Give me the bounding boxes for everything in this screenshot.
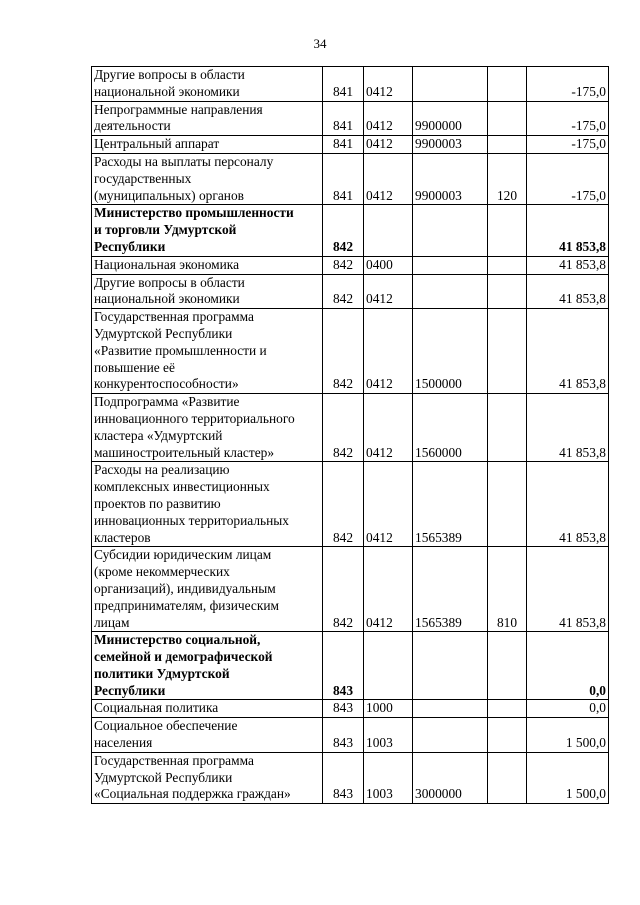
row-section-cell: 0412 xyxy=(364,153,413,204)
row-sum-cell: 41 853,8 xyxy=(527,274,609,309)
row-name-cell: Социальная политика xyxy=(92,700,323,718)
row-code-cell: 841 xyxy=(323,136,364,154)
row-code-cell: 843 xyxy=(323,700,364,718)
row-code-cell: 842 xyxy=(323,205,364,256)
row-target-cell: 1565389 xyxy=(413,462,488,547)
row-section-cell: 0412 xyxy=(364,394,413,462)
row-section-cell xyxy=(364,632,413,700)
table-row xyxy=(92,136,609,154)
row-code-cell: 842 xyxy=(323,547,364,632)
row-target-cell: 1560000 xyxy=(413,394,488,462)
table-row xyxy=(92,274,609,309)
table-row xyxy=(92,205,609,256)
row-target-cell: 9900003 xyxy=(413,136,488,154)
row-name-cell: Государственная программа Удмуртской Республики «Развитие промышленности и повышение её конкурентоспособности» xyxy=(92,309,323,394)
row-name-cell: Другие вопросы в области национальной экономики xyxy=(92,274,323,309)
row-target-cell xyxy=(413,274,488,309)
row-expense-type-cell xyxy=(488,205,527,256)
table-row xyxy=(92,752,609,803)
table-row xyxy=(92,632,609,700)
row-target-cell: 9900000 xyxy=(413,101,488,136)
row-section-cell: 0400 xyxy=(364,256,413,274)
table-row xyxy=(92,394,609,462)
table-row xyxy=(92,153,609,204)
row-expense-type-cell xyxy=(488,700,527,718)
row-code-cell: 842 xyxy=(323,256,364,274)
row-expense-type-cell: 810 xyxy=(488,547,527,632)
row-name-cell: Государственная программа Удмуртской Республики «Социальная поддержка граждан» xyxy=(92,752,323,803)
row-expense-type-cell: 120 xyxy=(488,153,527,204)
row-expense-type-cell xyxy=(488,136,527,154)
row-target-cell xyxy=(413,256,488,274)
row-expense-type-cell xyxy=(488,101,527,136)
row-sum-cell: 0,0 xyxy=(527,700,609,718)
row-name-cell: Непрограммные направления деятельности xyxy=(92,101,323,136)
row-expense-type-cell xyxy=(488,462,527,547)
row-name-cell: Центральный аппарат xyxy=(92,136,323,154)
row-code-cell: 842 xyxy=(323,462,364,547)
row-name-cell: Министерство социальной, семейной и демографической политики Удмуртской Республики xyxy=(92,632,323,700)
row-code-cell: 841 xyxy=(323,67,364,102)
row-sum-cell: 41 853,8 xyxy=(527,462,609,547)
row-expense-type-cell xyxy=(488,718,527,753)
row-section-cell: 0412 xyxy=(364,309,413,394)
row-sum-cell: 1 500,0 xyxy=(527,718,609,753)
row-expense-type-cell xyxy=(488,67,527,102)
row-name-cell: Расходы на выплаты персоналу государственных (муниципальных) органов xyxy=(92,153,323,204)
row-code-cell: 841 xyxy=(323,101,364,136)
row-target-cell: 9900003 xyxy=(413,153,488,204)
row-expense-type-cell xyxy=(488,394,527,462)
row-section-cell: 0412 xyxy=(364,101,413,136)
budget-table-body xyxy=(92,67,609,804)
row-sum-cell: 41 853,8 xyxy=(527,256,609,274)
row-target-cell xyxy=(413,205,488,256)
row-sum-cell: 0,0 xyxy=(527,632,609,700)
row-section-cell: 1000 xyxy=(364,700,413,718)
row-sum-cell: 1 500,0 xyxy=(527,752,609,803)
row-section-cell: 0412 xyxy=(364,547,413,632)
row-target-cell xyxy=(413,67,488,102)
table-row xyxy=(92,101,609,136)
row-sum-cell: -175,0 xyxy=(527,136,609,154)
row-code-cell: 842 xyxy=(323,274,364,309)
row-name-cell: Министерство промышленности и торговли Удмуртской Республики xyxy=(92,205,323,256)
row-code-cell: 843 xyxy=(323,718,364,753)
row-sum-cell: 41 853,8 xyxy=(527,547,609,632)
row-name-cell: Другие вопросы в области национальной экономики xyxy=(92,67,323,102)
row-expense-type-cell xyxy=(488,274,527,309)
row-target-cell: 1565389 xyxy=(413,547,488,632)
table-row xyxy=(92,700,609,718)
row-section-cell: 0412 xyxy=(364,136,413,154)
row-section-cell: 0412 xyxy=(364,67,413,102)
table-row xyxy=(92,256,609,274)
row-expense-type-cell xyxy=(488,632,527,700)
table-row xyxy=(92,547,609,632)
row-sum-cell: -175,0 xyxy=(527,67,609,102)
table-row xyxy=(92,718,609,753)
row-sum-cell: 41 853,8 xyxy=(527,205,609,256)
row-expense-type-cell xyxy=(488,309,527,394)
row-code-cell: 842 xyxy=(323,394,364,462)
row-name-cell: Субсидии юридическим лицам (кроме некоммерческих организаций), индивидуальным предпринимателям, физическим лицам xyxy=(92,547,323,632)
row-section-cell: 0412 xyxy=(364,274,413,309)
row-target-cell: 3000000 xyxy=(413,752,488,803)
row-target-cell xyxy=(413,718,488,753)
budget-table xyxy=(91,66,609,804)
row-code-cell: 841 xyxy=(323,153,364,204)
page-number: 34 xyxy=(313,36,327,51)
row-sum-cell: -175,0 xyxy=(527,153,609,204)
row-name-cell: Подпрограмма «Развитие инновационного территориального кластера «Удмуртский машиностроительный кластер» xyxy=(92,394,323,462)
row-target-cell: 1500000 xyxy=(413,309,488,394)
row-name-cell: Расходы на реализацию комплексных инвестиционных проектов по развитию инновационных территориальных кластеров xyxy=(92,462,323,547)
table-row xyxy=(92,462,609,547)
row-target-cell xyxy=(413,700,488,718)
row-section-cell: 1003 xyxy=(364,752,413,803)
row-expense-type-cell xyxy=(488,752,527,803)
row-code-cell: 843 xyxy=(323,752,364,803)
row-section-cell: 1003 xyxy=(364,718,413,753)
row-code-cell: 842 xyxy=(323,309,364,394)
row-sum-cell: -175,0 xyxy=(527,101,609,136)
row-sum-cell: 41 853,8 xyxy=(527,394,609,462)
row-name-cell: Национальная экономика xyxy=(92,256,323,274)
row-section-cell xyxy=(364,205,413,256)
row-name-cell: Социальное обеспечение населения xyxy=(92,718,323,753)
row-expense-type-cell xyxy=(488,256,527,274)
table-row xyxy=(92,309,609,394)
row-section-cell: 0412 xyxy=(364,462,413,547)
table-row xyxy=(92,67,609,102)
row-target-cell xyxy=(413,632,488,700)
row-sum-cell: 41 853,8 xyxy=(527,309,609,394)
row-code-cell: 843 xyxy=(323,632,364,700)
